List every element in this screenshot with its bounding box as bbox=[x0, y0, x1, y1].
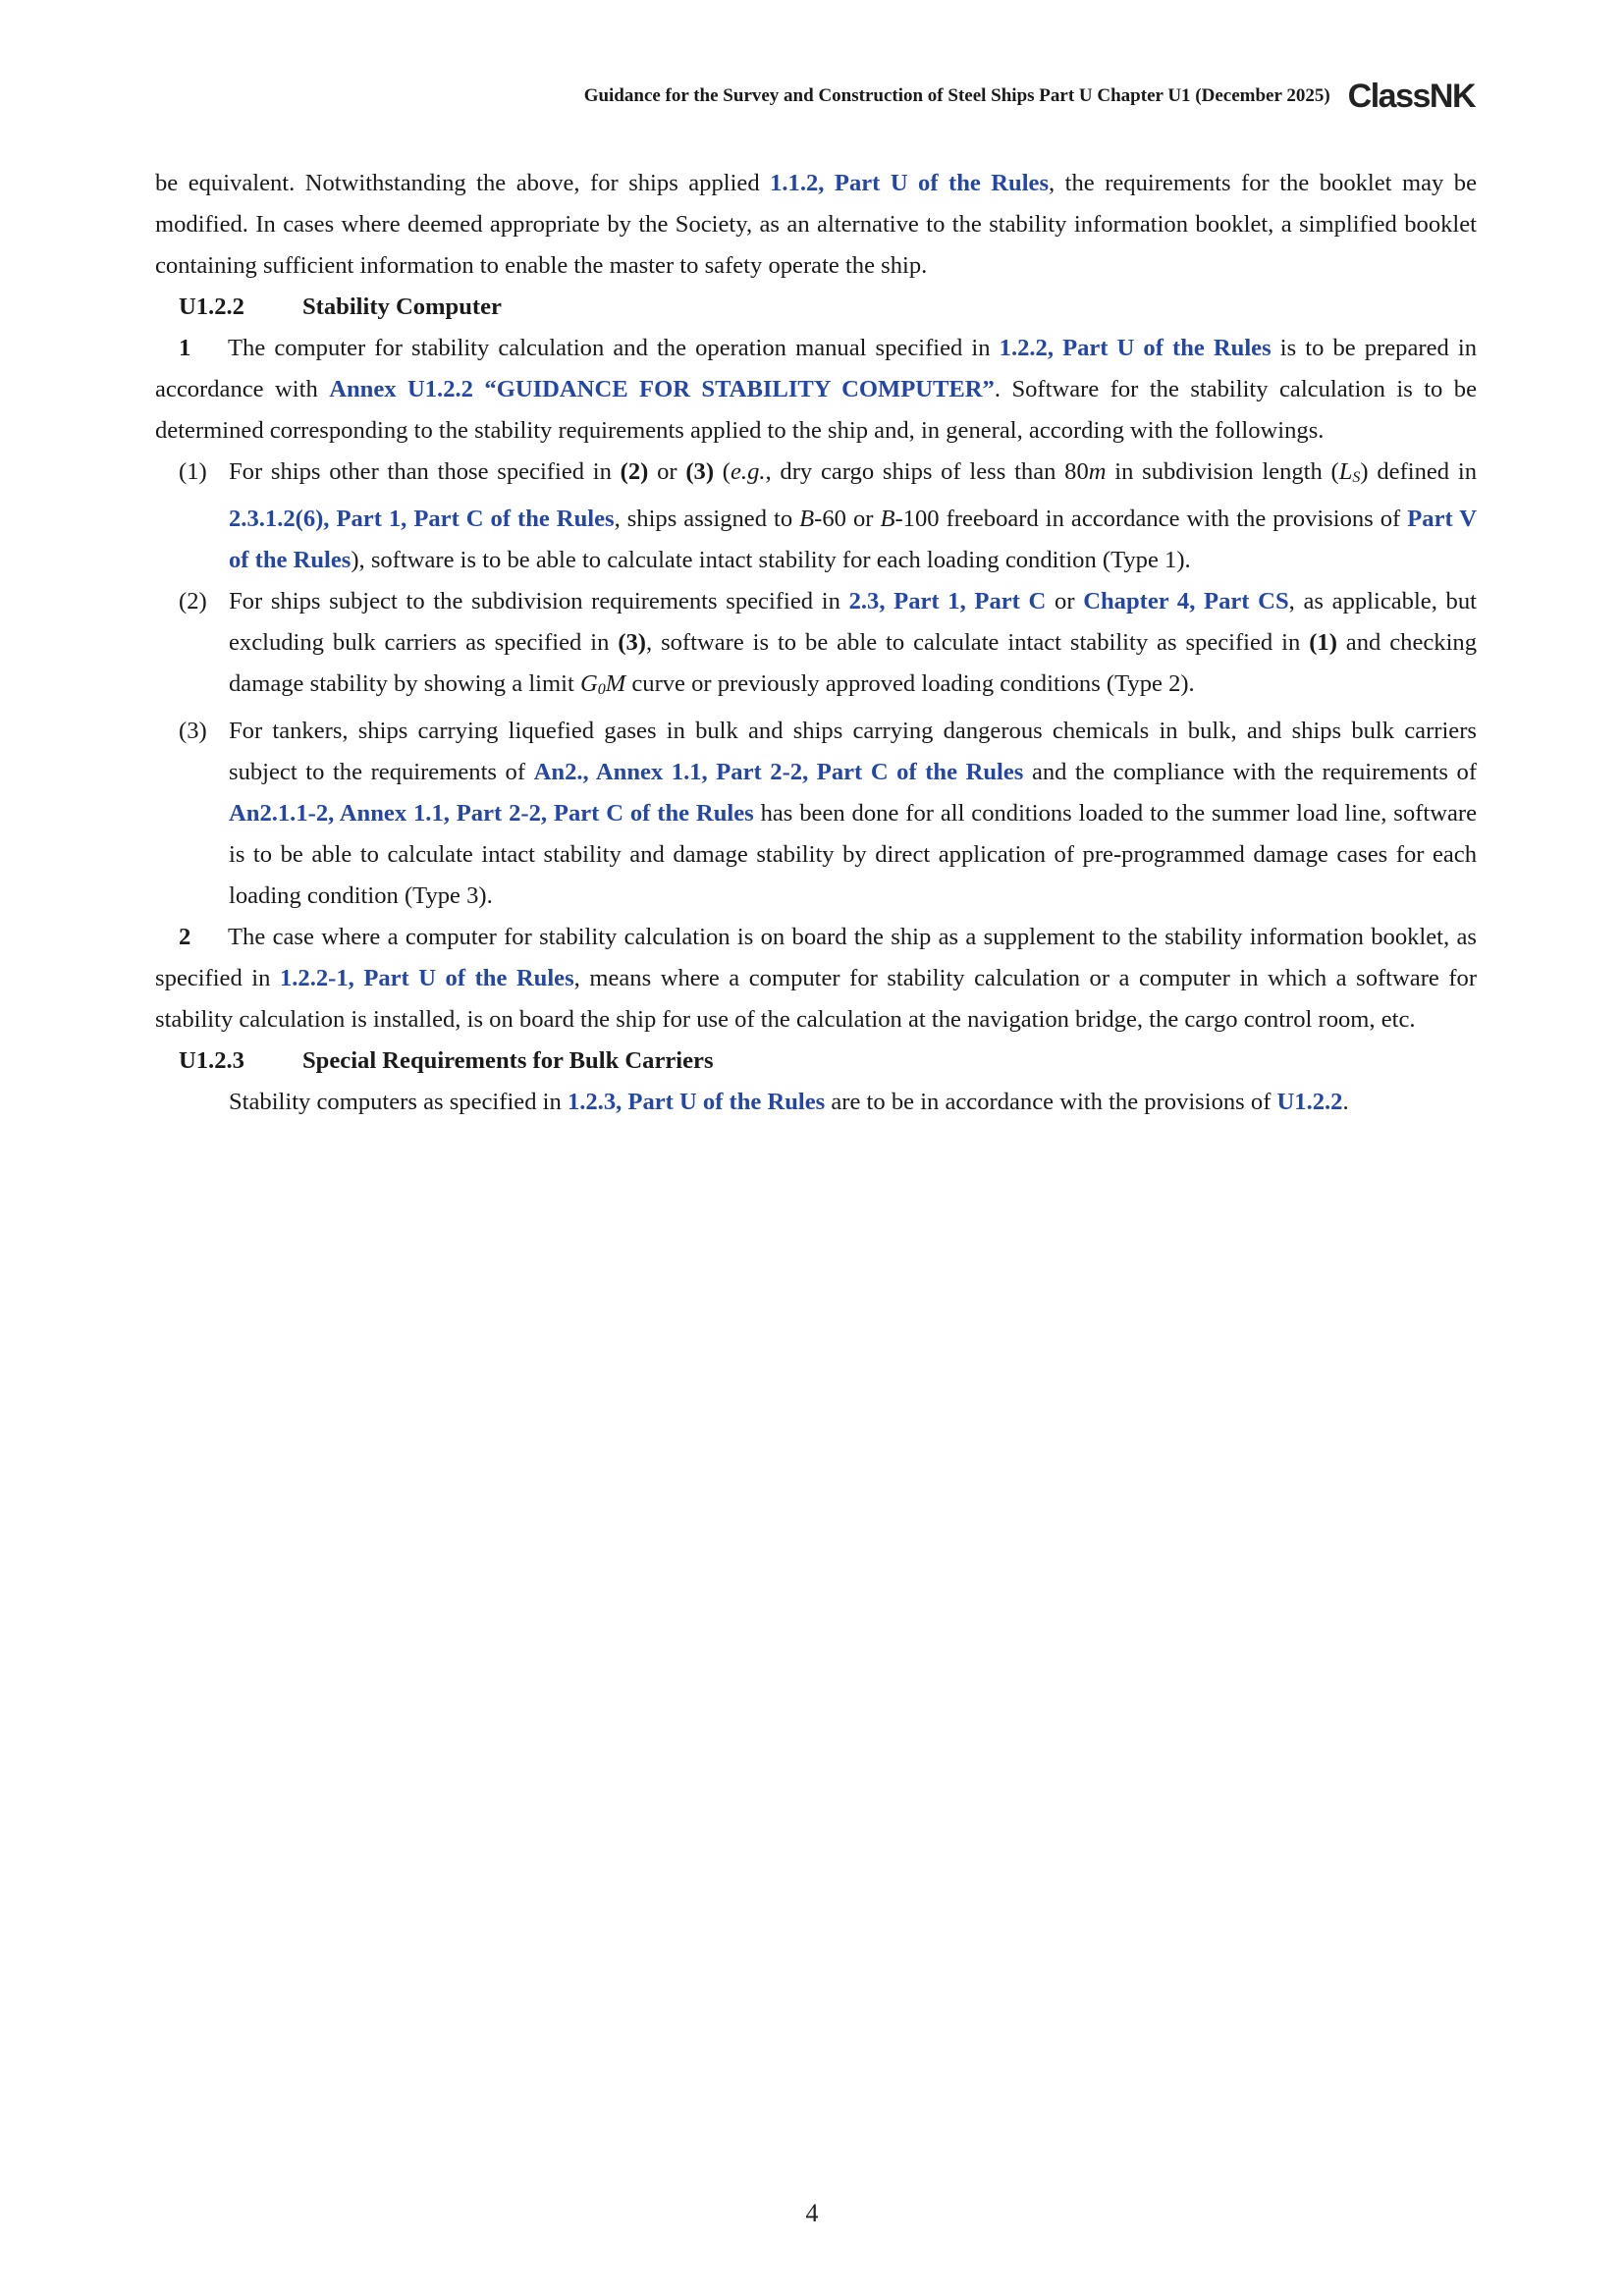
subscript: 0 bbox=[597, 681, 606, 698]
text: or bbox=[648, 458, 686, 485]
text: B bbox=[880, 506, 895, 532]
text: For tankers, ships carrying liquefied gases in bulk and ships carrying dangerous chemicals in bulk, and ships bulk carriers subject to the requirements of bbox=[229, 718, 1477, 785]
paragraph-number: 2 bbox=[179, 924, 191, 950]
text: . bbox=[1342, 1089, 1349, 1115]
rule-link[interactable]: 1.1.2, Part U of the Rules bbox=[770, 170, 1050, 196]
text: has been done for all conditions loaded to the summer load line, software is to be able to calculate intact stability and damage stability by direct application of pre-programmed damage cases for each loading condition (Type 3). bbox=[229, 800, 1477, 909]
ref: (2) bbox=[620, 458, 649, 485]
list-item-3 bbox=[155, 711, 1477, 917]
text: ), software is to be able to calculate intact stability for each loading condition (Type 1). bbox=[351, 547, 1191, 573]
text: , ships assigned to bbox=[614, 506, 800, 532]
text: , the requirements for the booklet may be modified. In cases where deemed appropriate by the Society, as an alternative to the stability information booklet, a simplified booklet containing sufficient information to enable the master to safety operate the ship. bbox=[155, 170, 1477, 279]
document-body bbox=[155, 163, 1477, 1123]
text: and checking damage stability by showing a limit bbox=[229, 629, 1477, 697]
list-item-1 bbox=[155, 452, 1477, 581]
section-title: Special Requirements for Bulk Carriers bbox=[302, 1047, 714, 1074]
rule-link[interactable]: 1.2.2, Part U of the Rules bbox=[999, 335, 1272, 361]
classnk-logo: ClassNK bbox=[1347, 78, 1475, 115]
paragraph-3 bbox=[155, 1082, 1477, 1123]
paragraph-2 bbox=[155, 917, 1477, 1041]
section-title: Stability Computer bbox=[302, 294, 502, 320]
text: For ships subject to the subdivision requirements specified in bbox=[229, 588, 849, 614]
section-heading-u122 bbox=[155, 287, 1477, 328]
text: M bbox=[605, 670, 626, 697]
text: Stability computers as specified in bbox=[229, 1089, 568, 1115]
rule-link[interactable]: An2., Annex 1.1, Part 2-2, Part C of the Rules bbox=[533, 759, 1024, 785]
page-header bbox=[584, 77, 1475, 116]
subscript: S bbox=[1352, 469, 1361, 486]
text: is to be prepared in accordance with bbox=[155, 335, 1478, 402]
rule-link[interactable]: 2.3, Part 1, Part C bbox=[848, 588, 1047, 614]
rule-link[interactable]: 1.2.2-1, Part U of the Rules bbox=[279, 965, 574, 991]
section-number: U1.2.3 bbox=[179, 1047, 244, 1074]
text: -100 freeboard in accordance with the provisions of bbox=[894, 506, 1408, 532]
text: e.g. bbox=[731, 458, 766, 485]
text: , means where a computer for stability calculation or a computer in which a software for stability calculation is installed, is on board the ship for use of the calculation at the navigation bridge, the cargo control room, etc. bbox=[155, 965, 1478, 1033]
rule-link[interactable]: Part V of the Rules bbox=[229, 506, 1477, 573]
text: are to be in accordance with the provisions of bbox=[825, 1089, 1277, 1115]
rule-link[interactable]: 2.3.1.2(6), Part 1, Part C of the Rules bbox=[229, 506, 615, 532]
text: G bbox=[579, 670, 598, 697]
text: L bbox=[1338, 458, 1353, 485]
text: The case where a computer for stability calculation is on board the ship as a supplement to the stability information booklet, as specified in bbox=[155, 924, 1477, 991]
rule-link[interactable]: 1.2.3, Part U of the Rules bbox=[567, 1089, 826, 1115]
list-item-2 bbox=[155, 581, 1477, 711]
text: be equivalent. Notwithstanding the above, for ships applied bbox=[155, 170, 771, 196]
paragraph-1 bbox=[155, 328, 1477, 452]
text: curve or previously approved loading conditions (Type 2). bbox=[625, 670, 1195, 697]
ref: (3) bbox=[618, 629, 646, 656]
list-marker: (3) bbox=[179, 718, 207, 744]
ref: (3) bbox=[685, 458, 715, 485]
text: and the compliance with the requirements of bbox=[1023, 759, 1478, 785]
section-heading-u123 bbox=[155, 1041, 1477, 1082]
header-title: Guidance for the Survey and Construction of Steel Ships Part U Chapter U1 (December 2025) bbox=[583, 85, 1330, 106]
ref: (1) bbox=[1309, 629, 1337, 656]
text: ( bbox=[714, 458, 731, 485]
text: or bbox=[1046, 588, 1084, 614]
text: , dry cargo ships of less than 80 bbox=[765, 458, 1089, 485]
section-number: U1.2.2 bbox=[179, 294, 244, 320]
list-marker: (2) bbox=[179, 588, 207, 614]
text: in subdivision length ( bbox=[1106, 458, 1339, 485]
text: ) defined in bbox=[1360, 458, 1477, 485]
annex-link[interactable]: Annex U1.2.2 “GUIDANCE FOR STABILITY COMPUTER” bbox=[329, 376, 995, 402]
intro-paragraph bbox=[155, 163, 1477, 287]
page-number: 4 bbox=[805, 2199, 819, 2227]
text: B bbox=[799, 506, 815, 532]
rule-link[interactable]: Chapter 4, Part CS bbox=[1083, 588, 1289, 614]
rule-link[interactable]: An2.1.1-2, Annex 1.1, Part 2-2, Part C of the Rules bbox=[229, 800, 754, 827]
list-marker: (1) bbox=[179, 458, 207, 485]
text: , as applicable, but excluding bulk carriers as specified in bbox=[229, 588, 1477, 656]
text: , software is to be able to calculate intact stability as specified in bbox=[646, 629, 1310, 656]
text: -60 or bbox=[814, 506, 881, 532]
text: . Software for the stability calculation is to be determined corresponding to the stability requirements applied to the ship and, in general, according with the followings. bbox=[155, 376, 1478, 444]
text: The computer for stability calculation and the operation manual specified in bbox=[228, 335, 1000, 361]
text: m bbox=[1088, 458, 1107, 485]
paragraph-number: 1 bbox=[179, 335, 191, 361]
text: For ships other than those specified in bbox=[229, 458, 621, 485]
section-link[interactable]: U1.2.2 bbox=[1276, 1089, 1343, 1115]
